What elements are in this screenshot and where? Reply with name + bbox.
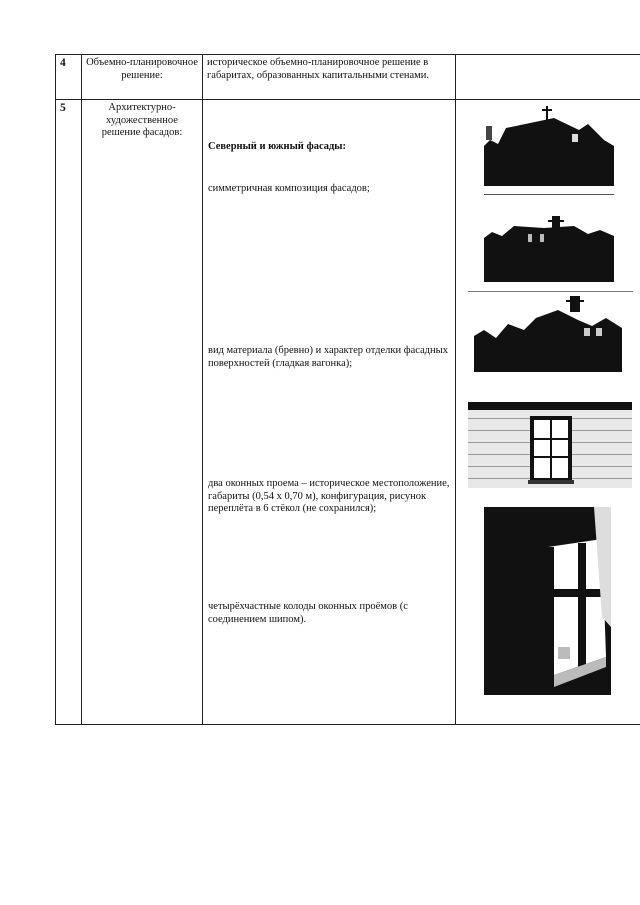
- facade-photo-3: [474, 296, 622, 372]
- requirements-table: [55, 54, 640, 725]
- description-item: четырёхчастные колоды оконных проёмов (с соединением шипом).: [208, 601, 408, 625]
- table-row: [56, 55, 640, 100]
- photo-cell: [456, 55, 640, 100]
- row-number: 4: [56, 55, 82, 100]
- window-frame-photo: [484, 507, 611, 695]
- row-description: [203, 100, 456, 725]
- row-number: 5: [56, 100, 82, 725]
- description-item: вид материала (бревно) и характер отделки фасадных поверхностей (гладкая вагонка);: [208, 345, 448, 369]
- facade-heading: Северный и южный фасады:: [208, 141, 346, 152]
- description-item: симметричная композиция фасадов;: [208, 183, 370, 194]
- window-photo: [468, 402, 632, 488]
- table-row: [56, 100, 640, 725]
- description-item: два оконных проема – историческое местоположение, габариты (0,54 х 0,70 м), конфигурация, рисунок переплёта в 6 стёкол (не сохранился);: [208, 478, 450, 514]
- row-name: Архитектурно-художественное решение фасадов:: [82, 100, 203, 725]
- facade-photo-1: [484, 106, 614, 186]
- photo-cell: [456, 100, 640, 725]
- row-name: Объемно-планировочное решение:: [82, 55, 203, 100]
- facade-photo-2: [484, 216, 614, 282]
- photo-divider: [468, 290, 633, 294]
- photo-divider: [484, 193, 614, 197]
- row-description: историческое объемно-планировочное решение в габаритах, образованных капитальными стенами.: [203, 55, 456, 100]
